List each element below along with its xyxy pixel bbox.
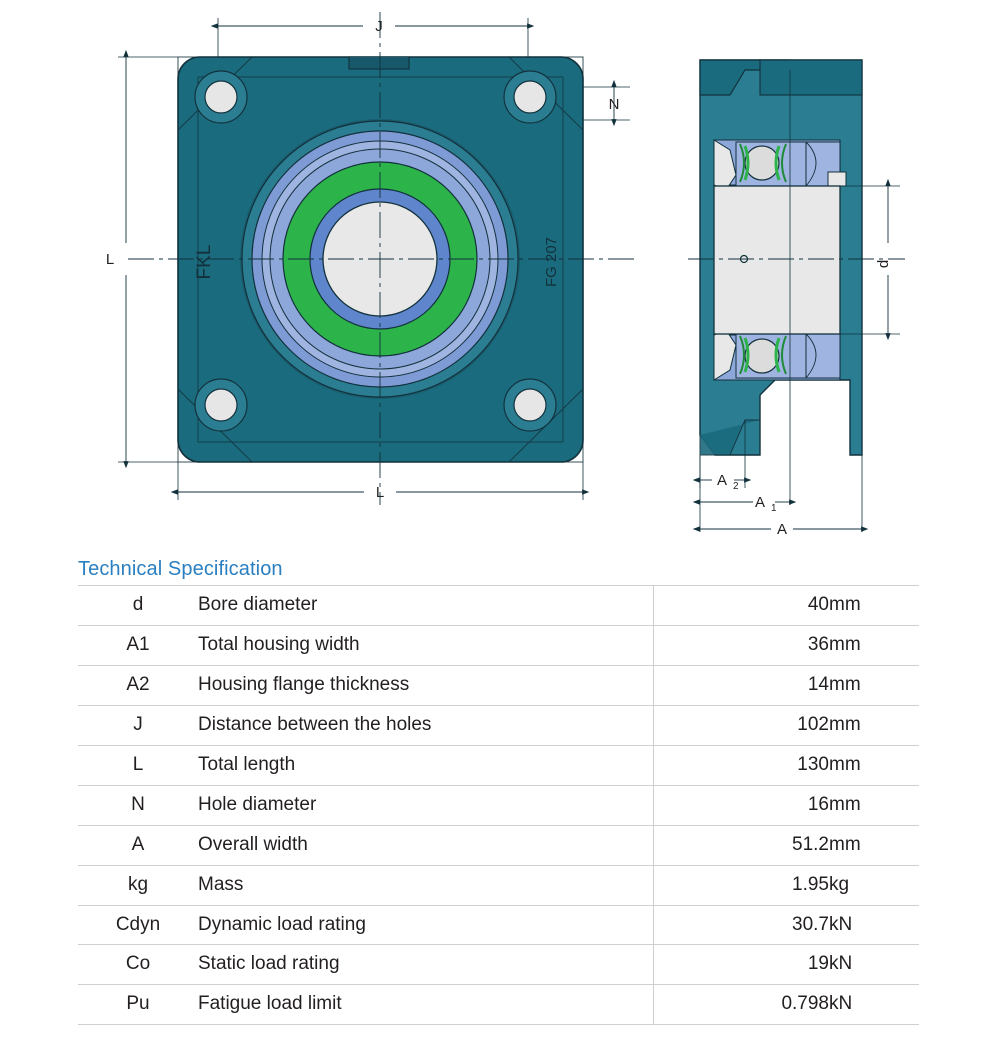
spec-symbol: J bbox=[133, 713, 143, 735]
table-row bbox=[78, 865, 919, 905]
dim-label-A1-subscript: 1 bbox=[771, 503, 777, 514]
spec-symbol: Pu bbox=[126, 993, 150, 1015]
spec-description: Static load rating bbox=[198, 953, 340, 975]
table-row bbox=[78, 985, 919, 1025]
spec-value: 36 bbox=[654, 625, 830, 665]
spec-value: 30.7 bbox=[654, 905, 830, 945]
table-row bbox=[78, 785, 919, 825]
spec-unit: kg bbox=[829, 873, 850, 895]
spec-unit: mm bbox=[829, 833, 861, 855]
dim-label-A2: A bbox=[716, 472, 728, 489]
bearing-section-lower bbox=[714, 330, 840, 380]
spec-symbol: A bbox=[131, 833, 145, 855]
spec-unit: mm bbox=[829, 673, 861, 695]
technical-specification bbox=[78, 558, 918, 1025]
table-row bbox=[78, 705, 919, 745]
spec-value: 19 bbox=[654, 945, 830, 985]
spec-symbol: A1 bbox=[126, 633, 150, 655]
bearing-section-upper bbox=[714, 140, 846, 190]
spec-value: 130 bbox=[654, 745, 830, 785]
spec-description: Bore diameter bbox=[198, 594, 318, 615]
dim-label-A1: A bbox=[754, 494, 766, 511]
table-row bbox=[78, 905, 919, 945]
spec-symbol: kg bbox=[127, 873, 149, 895]
dim-label-N: N bbox=[608, 96, 620, 113]
table-row bbox=[78, 586, 919, 626]
spec-description: Fatigue load limit bbox=[198, 993, 342, 1015]
dim-label-L-left: L bbox=[105, 251, 115, 268]
spec-unit: mm bbox=[829, 633, 861, 655]
spec-unit: kN bbox=[829, 913, 853, 935]
table-row bbox=[78, 625, 919, 665]
spec-description: Housing flange thickness bbox=[198, 673, 410, 695]
spec-symbol: d bbox=[132, 594, 144, 615]
product-code-label: FG 207 bbox=[543, 236, 560, 288]
spec-symbol: L bbox=[132, 753, 144, 775]
spec-description: Hole diameter bbox=[198, 793, 317, 815]
spec-symbol: N bbox=[131, 793, 145, 815]
spec-value: 51.2 bbox=[654, 825, 830, 865]
spec-unit: mm bbox=[829, 753, 861, 775]
spec-unit: mm bbox=[829, 594, 861, 615]
spec-table bbox=[78, 585, 919, 1025]
spec-description: Total length bbox=[198, 753, 296, 775]
table-row bbox=[78, 945, 919, 985]
front-view bbox=[106, 12, 634, 505]
spec-value: 14 bbox=[654, 665, 830, 705]
spec-symbol: Cdyn bbox=[115, 913, 161, 935]
side-section-view bbox=[688, 60, 905, 538]
spec-symbol: Co bbox=[125, 953, 151, 975]
spec-title: Technical Specification bbox=[78, 558, 283, 580]
spec-description: Mass bbox=[198, 873, 244, 895]
spec-description: Distance between the holes bbox=[198, 713, 432, 735]
spec-unit: kN bbox=[829, 993, 853, 1015]
spec-value: 40 bbox=[654, 586, 830, 626]
spec-value: 0.798 bbox=[654, 985, 830, 1025]
table-row bbox=[78, 665, 919, 705]
dim-label-J: J bbox=[375, 18, 383, 35]
brand-label: FKL bbox=[194, 244, 215, 280]
spec-description: Dynamic load rating bbox=[198, 913, 366, 935]
spec-description: Overall width bbox=[198, 833, 308, 855]
spec-description: Total housing width bbox=[198, 633, 360, 655]
bore-region bbox=[714, 186, 840, 334]
spec-symbol: A2 bbox=[126, 673, 150, 695]
dim-label-L-bottom: L bbox=[375, 484, 385, 501]
spec-unit: kN bbox=[829, 953, 853, 975]
spec-value: 16 bbox=[654, 785, 830, 825]
spec-value: 1.95 bbox=[654, 865, 830, 905]
dim-label-d: d bbox=[875, 259, 892, 269]
spec-unit: mm bbox=[829, 713, 861, 735]
table-row bbox=[78, 825, 919, 865]
dim-label-A: A bbox=[776, 521, 788, 538]
spec-unit: mm bbox=[829, 793, 861, 815]
table-row bbox=[78, 745, 919, 785]
spec-value: 102 bbox=[654, 705, 830, 745]
dim-label-A2-subscript: 2 bbox=[733, 481, 739, 492]
